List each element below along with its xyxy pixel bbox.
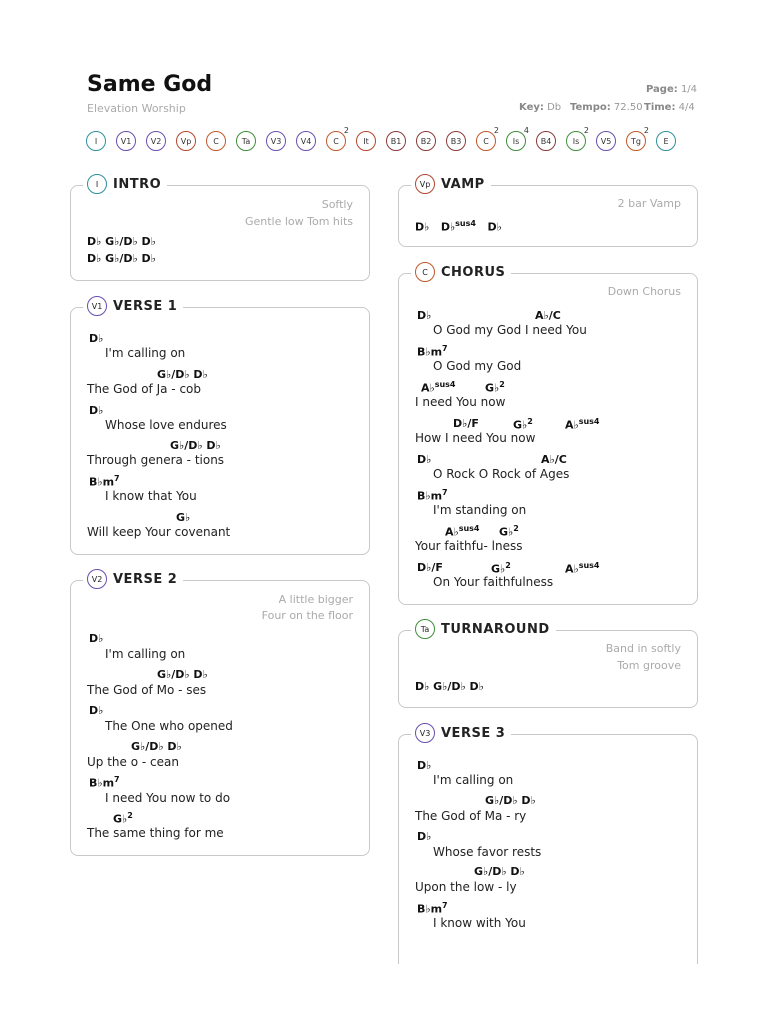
nav-pill-i[interactable]: I (86, 131, 106, 151)
lyric: I know that You (105, 489, 197, 503)
lyric: O God my God I need You (433, 323, 587, 337)
section-header (83, 174, 167, 194)
nav-pill-v3[interactable]: V3 (266, 131, 286, 151)
chord: $B♭m^7$ (417, 901, 448, 916)
section-name: TURNAROUND (441, 621, 550, 637)
chord: A♭$^{sus4}$ (421, 380, 456, 395)
section-verse-2 (70, 571, 370, 856)
section-badge[interactable]: V2 (87, 569, 107, 589)
chord: G♭ (176, 511, 191, 524)
section-header (83, 296, 183, 316)
page-info: Page: 1/4 (646, 84, 698, 95)
section-note: A little bigger (278, 593, 353, 606)
section-badge[interactable]: Ta (415, 619, 435, 639)
chord: $B♭m^7$ (89, 474, 120, 489)
lyric: Upon the low - ly (415, 880, 517, 894)
section-badge[interactable]: C (415, 262, 435, 282)
lyric: Whose favor rests (433, 845, 542, 859)
section-note: 2 bar Vamp (617, 197, 681, 210)
chord: D♭/F (453, 417, 479, 430)
nav-pill-b4[interactable]: B4 (536, 131, 556, 151)
section-header (83, 569, 183, 589)
section-chorus (398, 264, 698, 605)
nav-pill-v4[interactable]: V4 (296, 131, 316, 151)
lyric: Whose love endures (105, 418, 227, 432)
time-info: Time: 4/4 (644, 102, 695, 113)
section-note: Band in softly (605, 642, 681, 655)
section-note: Down Chorus (607, 285, 681, 298)
section-note: Softly (321, 198, 353, 211)
chord: A♭/C (535, 309, 561, 322)
nav-pill-it[interactable]: It (356, 131, 376, 151)
nav-pill-tg[interactable]: Tg 2 (626, 131, 646, 151)
chord: D♭ (89, 332, 104, 345)
chord: D♭ (89, 704, 104, 717)
chord: D♭/F (417, 561, 443, 574)
section-header (411, 174, 491, 194)
section-header (411, 262, 511, 282)
section-nav (86, 126, 686, 151)
lyric: The God of Ma - ry (415, 809, 527, 823)
section-note: Tom groove (617, 659, 681, 672)
section-verse-3 (398, 725, 698, 964)
chord: G♭/D♭ D♭ (170, 439, 221, 452)
lyric: O Rock O Rock of Ages (433, 467, 570, 481)
nav-pill-ta[interactable]: Ta (236, 131, 256, 151)
lyric: Up the o - cean (87, 755, 179, 769)
lyric: I know with You (433, 916, 526, 930)
key-info: Key: Db (519, 102, 562, 113)
section-vamp (398, 176, 698, 247)
nav-pill-v1[interactable]: V1 (116, 131, 136, 151)
chord: G♭/D♭ D♭ (485, 794, 536, 807)
lyric: The One who opened (105, 719, 233, 733)
section-badge[interactable]: Vp (415, 174, 435, 194)
section-name: VERSE 1 (113, 298, 178, 314)
lyric: I'm standing on (433, 503, 527, 517)
section-header (411, 723, 511, 743)
lyric: O God my God (433, 359, 522, 373)
lyric: I need You now to do (105, 791, 231, 805)
chord: G♭/D♭ D♭ (474, 865, 525, 878)
section-note: Gentle low Tom hits (244, 215, 353, 228)
chord: D♭ (417, 309, 432, 322)
lyric: The God of Ja - cob (87, 382, 201, 396)
lyric: Through genera - tions (87, 453, 225, 467)
chord: A♭$^{sus4}$ (565, 417, 600, 432)
section-badge[interactable]: V1 (87, 296, 107, 316)
chord-line: D♭ G♭/D♭ D♭ (87, 235, 156, 248)
lyric: The God of Mo - ses (87, 683, 207, 697)
section-verse-1 (70, 298, 370, 555)
chord: $B♭m^7$ (89, 775, 120, 790)
section-name: VERSE 2 (113, 571, 178, 587)
chord: D♭ (417, 830, 432, 843)
lyric: I'm calling on (105, 346, 186, 360)
chord: D♭ (89, 632, 104, 645)
section-name: CHORUS (441, 264, 506, 280)
lyric: On Your faithfulness (433, 575, 554, 589)
chord: A♭$^{sus4}$ (565, 561, 600, 576)
section-note: Four on the floor (261, 609, 353, 622)
chord-line: D♭ G♭/D♭ D♭ (87, 252, 156, 265)
section-name: VAMP (441, 176, 485, 192)
chord: D♭ (417, 453, 432, 466)
chord: G♭$^2$ (113, 811, 133, 826)
nav-pill-b1[interactable]: B1 (386, 131, 406, 151)
nav-pill-v2[interactable]: V2 (146, 131, 166, 151)
nav-pill-b3[interactable]: B3 (446, 131, 466, 151)
chord: G♭$^2$ (499, 524, 519, 539)
chord: G♭$^2$ (485, 380, 505, 395)
lyric: Your faithfu- lness (415, 539, 523, 553)
section-intro (70, 176, 370, 281)
nav-pill-is[interactable]: Is 4 (506, 131, 526, 151)
section-name: INTRO (113, 176, 162, 192)
nav-pill-v5[interactable]: V5 (596, 131, 616, 151)
chord: D♭ (89, 404, 104, 417)
nav-pill-vp[interactable]: Vp (176, 131, 196, 151)
song-title: Same God (87, 72, 213, 97)
chord: D♭ (417, 759, 432, 772)
lyric: I need You now (415, 395, 506, 409)
chord-line: D♭ D♭$^{sus4}$ D♭ (415, 219, 502, 234)
lyric: I'm calling on (433, 773, 514, 787)
lyric: How I need You now (415, 431, 536, 445)
chord-line: D♭ G♭/D♭ D♭ (415, 680, 484, 693)
section-name: VERSE 3 (441, 725, 506, 741)
nav-pill-b2[interactable]: B2 (416, 131, 436, 151)
section-turnaround (398, 621, 698, 708)
section-badge[interactable]: V3 (415, 723, 435, 743)
tempo-info: Tempo: 72.50 (570, 102, 643, 113)
section-header (411, 619, 556, 639)
nav-pill-c[interactable]: C 2 (326, 131, 346, 151)
nav-pill-c[interactable]: C 2 (476, 131, 496, 151)
nav-pill-c[interactable]: C (206, 131, 226, 151)
chord: $B♭m^7$ (417, 488, 448, 503)
section-badge[interactable]: I (87, 174, 107, 194)
chord: $B♭m^7$ (417, 344, 448, 359)
nav-pill-e[interactable]: E (656, 131, 676, 151)
lyric: The same thing for me (87, 826, 224, 840)
chord: G♭/D♭ D♭ (157, 368, 208, 381)
chord: G♭/D♭ D♭ (157, 668, 208, 681)
chord: G♭$^2$ (491, 561, 511, 576)
chord: A♭/C (541, 453, 567, 466)
lyric: I'm calling on (105, 647, 186, 661)
lyric: Will keep Your covenant (87, 525, 231, 539)
artist-name: Elevation Worship (87, 102, 186, 115)
chord: A♭$^{sus4}$ (445, 524, 480, 539)
chord: G♭/D♭ D♭ (131, 740, 182, 753)
nav-pill-is[interactable]: Is 2 (566, 131, 586, 151)
chord: G♭$^2$ (513, 417, 533, 432)
